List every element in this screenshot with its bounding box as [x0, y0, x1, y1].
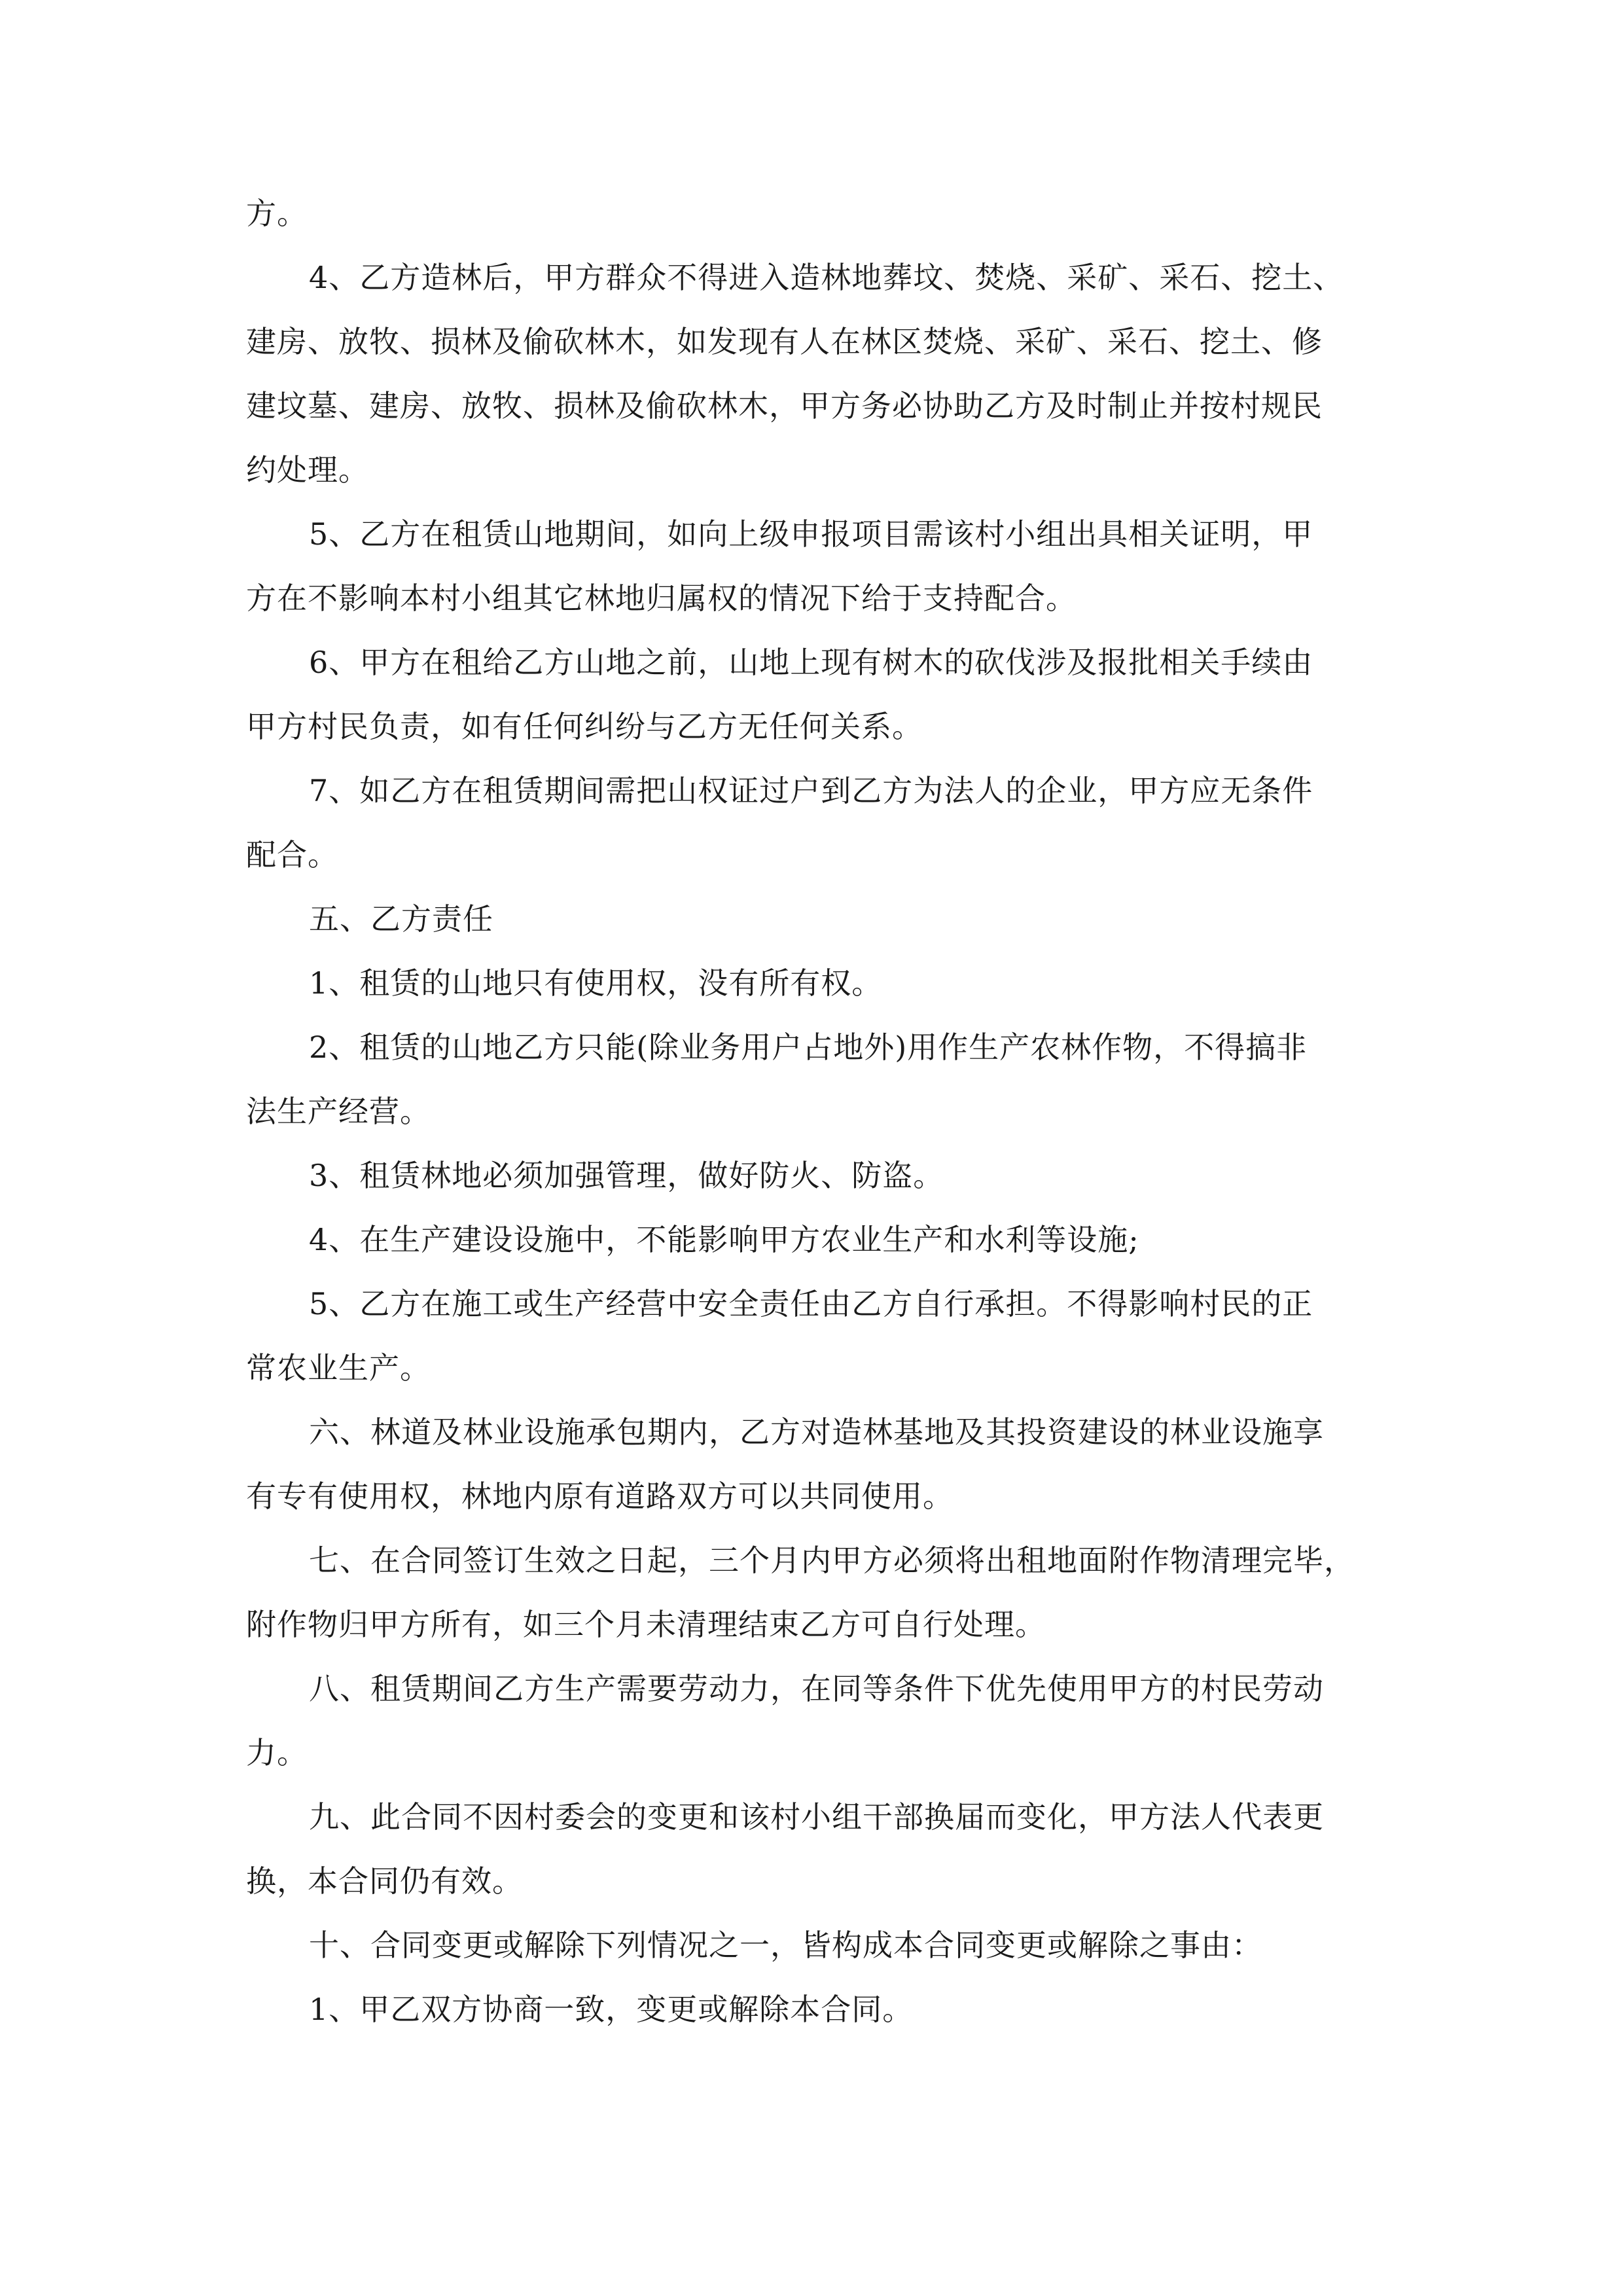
- text-line: 2、租赁的山地乙方只能(除业务用户占地外)用作生产农林作物，不得搞非: [309, 1030, 1308, 1065]
- text-line: 常农业生产。: [246, 1350, 431, 1386]
- text-line: 1、甲乙双方协商一致，变更或解除本合同。: [309, 1992, 914, 2027]
- text-line: 建房、放牧、损林及偷砍林木，如发现有人在林区焚烧、采矿、采石、挖土、修: [246, 324, 1323, 359]
- text-line: 力。: [246, 1735, 308, 1770]
- text-line: 方在不影响本村小组其它林地归属权的情况下给于支持配合。: [246, 581, 1077, 616]
- text-line: 有专有使用权，林地内原有道路双方可以共同使用。: [246, 1479, 954, 1514]
- text-line: 法生产经营。: [246, 1094, 431, 1129]
- text-line: 7、如乙方在租赁期间需把山权证过户到乙方为法人的企业，甲方应无条件: [309, 773, 1313, 808]
- text-line: 十、合同变更或解除下列情况之一，皆构成本合同变更或解除之事由：: [309, 1928, 1262, 1963]
- text-line: 5、乙方在施工或生产经营中安全责任由乙方自行承担。不得影响村民的正: [309, 1286, 1313, 1321]
- text-line: 配合。: [246, 837, 338, 872]
- text-line: 3、租赁林地必须加强管理，做好防火、防盗。: [309, 1158, 944, 1193]
- text-line: 4、在生产建设设施中，不能影响甲方农业生产和水利等设施;: [309, 1222, 1139, 1257]
- text-line: 约处理。: [246, 452, 369, 488]
- text-line: 换，本合同仍有效。: [246, 1863, 523, 1899]
- text-line: 4、乙方造林后，甲方群众不得进入造林地葬坟、焚烧、采矿、采石、挖土、: [309, 260, 1344, 295]
- text-line: 建坟墓、建房、放牧、损林及偷砍林木，甲方务必协助乙方及时制止并按村规民: [246, 388, 1323, 423]
- text-line: 附作物归甲方所有，如三个月未清理结束乙方可自行处理。: [246, 1607, 1046, 1642]
- text-line: 八、租赁期间乙方生产需要劳动力，在同等条件下优先使用甲方的村民劳动: [309, 1671, 1324, 1706]
- section-heading: 五、乙方责任: [309, 901, 493, 937]
- text-line: 七、在合同签订生效之日起，三个月内甲方必须将出租地面附作物清理完毕，: [309, 1543, 1355, 1578]
- text-line: 1、租赁的山地只有使用权，没有所有权。: [309, 965, 883, 1001]
- text-line: 六、林道及林业设施承包期内，乙方对造林基地及其投资建设的林业设施享: [309, 1414, 1324, 1450]
- text-line: 5、乙方在租赁山地期间，如向上级申报项目需该村小组出具相关证明，甲: [309, 516, 1313, 552]
- text-line: 九、此合同不因村委会的变更和该村小组干部换届而变化，甲方法人代表更: [309, 1799, 1324, 1835]
- text-line: 方。: [246, 196, 308, 231]
- text-line: 6、甲方在租给乙方山地之前，山地上现有树木的砍伐涉及报批相关手续由: [309, 645, 1313, 680]
- text-line: 甲方村民负责，如有任何纠纷与乙方无任何关系。: [246, 709, 923, 744]
